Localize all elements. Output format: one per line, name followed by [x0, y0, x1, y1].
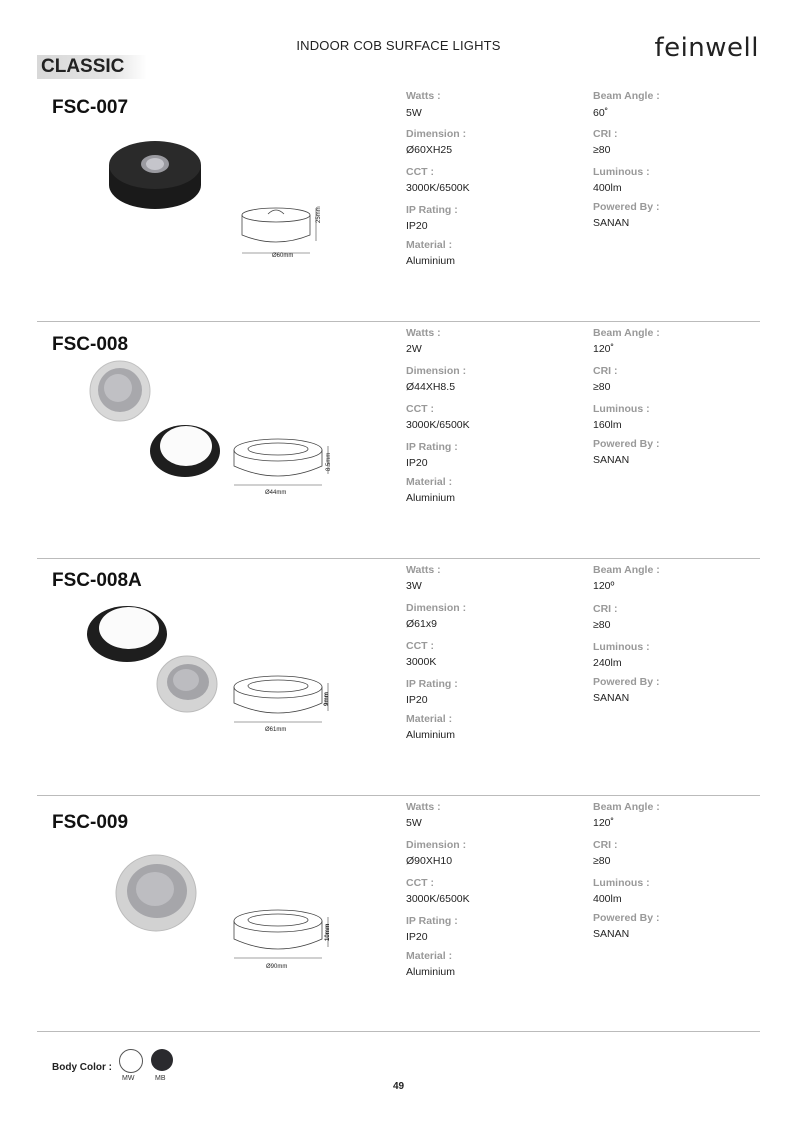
- dimension-label: Dimension :: [406, 128, 467, 140]
- cct-value: 3000K: [406, 656, 437, 668]
- ip-value: IP20: [406, 931, 428, 943]
- luminous-value: 240lm: [593, 657, 622, 669]
- cri-label: CRI :: [593, 839, 618, 851]
- dimension-label: Dimension :: [406, 365, 467, 377]
- beam-value: 120˚: [593, 817, 615, 829]
- cri-label: CRI :: [593, 365, 618, 377]
- luminous-label: Luminous :: [593, 641, 650, 653]
- model-name: FSC-009: [52, 812, 129, 833]
- height-label: 25mm: [316, 206, 322, 223]
- cct-label: CCT :: [406, 403, 434, 415]
- beam-label: Beam Angle :: [593, 90, 660, 102]
- dimension-value: Ø60XH25: [406, 144, 453, 156]
- luminous-label: Luminous :: [593, 166, 650, 178]
- model-name: FSC-007: [52, 97, 129, 118]
- watts-value: 2W: [406, 343, 422, 355]
- ip-value: IP20: [406, 220, 428, 232]
- dimension-drawing: [230, 907, 340, 962]
- category-label: CLASSIC: [41, 56, 125, 77]
- model-name: FSC-008: [52, 334, 129, 355]
- cri-value: ≥80: [593, 855, 611, 867]
- dia-label: Ø44mm: [265, 490, 287, 496]
- product-photo-white: [155, 654, 220, 714]
- powered-label: Powered By :: [593, 438, 660, 450]
- height-label: 8.5mm: [326, 452, 332, 471]
- swatch-mw: [119, 1049, 143, 1073]
- dimension-value: Ø90XH10: [406, 855, 453, 867]
- beam-value: 120˚: [593, 343, 615, 355]
- beam-label: Beam Angle :: [593, 327, 660, 339]
- watts-value: 5W: [406, 817, 422, 829]
- powered-value: SANAN: [593, 692, 630, 704]
- watts-label: Watts :: [406, 801, 441, 813]
- ip-label: IP Rating :: [406, 204, 458, 216]
- powered-label: Powered By :: [593, 201, 660, 213]
- powered-value: SANAN: [593, 454, 630, 466]
- dimension-value: Ø44XH8.5: [406, 381, 456, 393]
- cri-value: ≥80: [593, 381, 611, 393]
- product-photo-white: [88, 359, 153, 424]
- material-label: Material :: [406, 713, 453, 725]
- cct-value: 3000K/6500K: [406, 419, 470, 431]
- dimension-label: Dimension :: [406, 602, 467, 614]
- watts-value: 3W: [406, 580, 422, 592]
- material-label: Material :: [406, 476, 453, 488]
- dimension-label: Dimension :: [406, 839, 467, 851]
- ip-value: IP20: [406, 694, 428, 706]
- product-section-fsc-008: [0, 321, 797, 558]
- beam-label: Beam Angle :: [593, 801, 660, 813]
- luminous-label: Luminous :: [593, 403, 650, 415]
- material-value: Aluminium: [406, 255, 456, 267]
- brand-logo: feinwell: [654, 33, 759, 63]
- material-value: Aluminium: [406, 492, 456, 504]
- footer-divider: [37, 1031, 760, 1032]
- watts-label: Watts :: [406, 564, 441, 576]
- height-label: 9mm: [324, 691, 330, 706]
- cct-label: CCT :: [406, 877, 434, 889]
- luminous-label: Luminous :: [593, 877, 650, 889]
- dia-label: Ø90mm: [266, 964, 288, 970]
- beam-label: Beam Angle :: [593, 564, 660, 576]
- dia-label: Ø61mm: [265, 727, 287, 733]
- material-value: Aluminium: [406, 966, 456, 978]
- material-label: Material :: [406, 239, 453, 251]
- powered-value: SANAN: [593, 217, 630, 229]
- header-title: INDOOR COB SURFACE LIGHTS: [296, 38, 501, 53]
- material-value: Aluminium: [406, 729, 456, 741]
- product-photo-white: [114, 853, 199, 933]
- section-divider: [37, 558, 760, 559]
- cri-value: ≥80: [593, 619, 611, 631]
- watts-label: Watts :: [406, 90, 441, 102]
- cri-value: ≥80: [593, 144, 611, 156]
- powered-label: Powered By :: [593, 912, 660, 924]
- dia-label: Ø60mm: [272, 253, 294, 259]
- powered-label: Powered By :: [593, 676, 660, 688]
- product-photo-black: [148, 419, 223, 479]
- cri-label: CRI :: [593, 128, 618, 140]
- section-divider: [37, 795, 760, 796]
- luminous-value: 160lm: [593, 419, 622, 431]
- ip-value: IP20: [406, 457, 428, 469]
- product-photo: [105, 135, 205, 210]
- powered-value: SANAN: [593, 928, 630, 940]
- product-section-fsc-007: [0, 85, 797, 322]
- height-label: 10mm: [325, 923, 331, 941]
- category-banner: [37, 55, 147, 79]
- dimension-drawing: [230, 436, 340, 491]
- page-number: 49: [392, 1081, 405, 1092]
- cct-label: CCT :: [406, 166, 434, 178]
- product-section-fsc-008a: [0, 558, 797, 795]
- swatch-mb-label: MB: [155, 1075, 166, 1082]
- cri-label: CRI :: [593, 603, 618, 615]
- luminous-value: 400lm: [593, 182, 622, 194]
- watts-label: Watts :: [406, 327, 441, 339]
- cct-value: 3000K/6500K: [406, 893, 470, 905]
- cct-value: 3000K/6500K: [406, 182, 470, 194]
- product-section-fsc-009: [0, 795, 797, 1032]
- section-divider: [37, 321, 760, 322]
- ip-label: IP Rating :: [406, 441, 458, 453]
- cct-label: CCT :: [406, 640, 434, 652]
- ip-label: IP Rating :: [406, 678, 458, 690]
- beam-value: 120º: [593, 580, 615, 592]
- material-label: Material :: [406, 950, 453, 962]
- luminous-value: 400lm: [593, 893, 622, 905]
- beam-value: 60˚: [593, 107, 609, 119]
- swatch-mb: [151, 1049, 173, 1071]
- ip-label: IP Rating :: [406, 915, 458, 927]
- model-name: FSC-008A: [52, 570, 142, 591]
- swatch-mw-label: MW: [122, 1075, 135, 1082]
- body-color-label: Body Color :: [52, 1062, 112, 1073]
- watts-value: 5W: [406, 107, 422, 119]
- dimension-value: Ø61x9: [406, 618, 437, 630]
